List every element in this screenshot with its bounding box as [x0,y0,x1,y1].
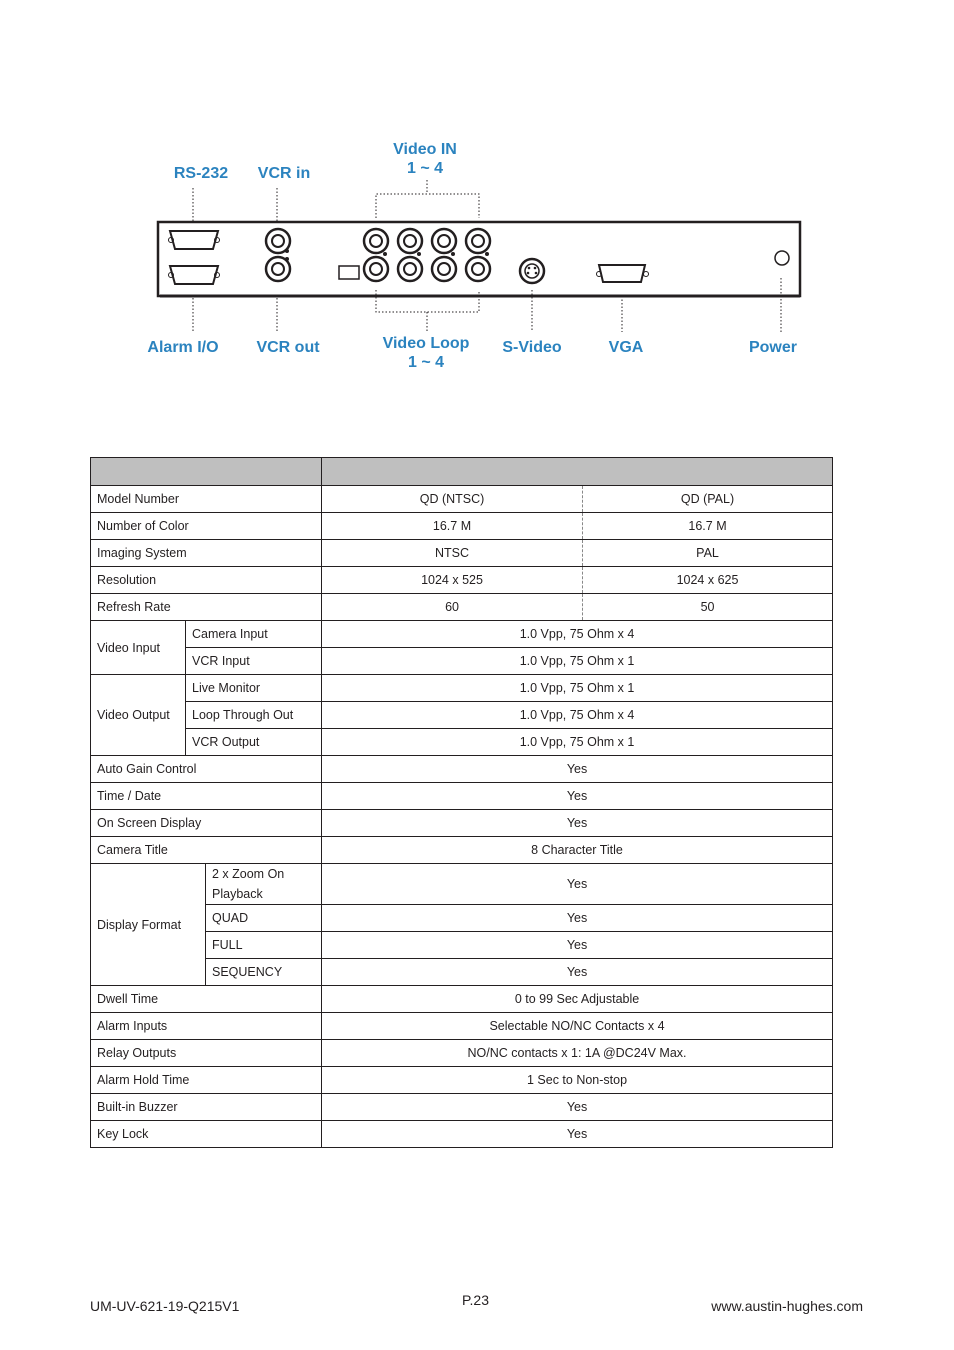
table-row [91,594,833,621]
row-label: Video Output [91,675,186,756]
table-row [91,1067,833,1094]
footer-doc-id: UM-UV-621-19-Q215V1 [90,1298,240,1314]
cell-value: Yes [322,783,833,810]
chassis-outline [158,222,800,296]
row-label: Key Lock [91,1121,322,1148]
label-vcr-in: VCR in [257,165,311,182]
cell-value: 1.0 Vpp, 75 Ohm x 4 [322,621,833,648]
cell-value: Yes [322,756,833,783]
cell-pal: PAL [583,540,833,567]
row-label: Time / Date [91,783,322,810]
cell-ntsc: 16.7 M [322,513,583,540]
spec-table [90,457,833,1148]
table-row [91,810,833,837]
cell-value: 0 to 99 Sec Adjustable [322,986,833,1013]
cell-value: 1.0 Vpp, 75 Ohm x 1 [322,675,833,702]
table-row [91,729,833,756]
cell-value: 1.0 Vpp, 75 Ohm x 1 [322,648,833,675]
row-label: Auto Gain Control [91,756,322,783]
sub-label: Live Monitor [186,675,322,702]
label-vga: VGA [608,339,644,356]
cell-ntsc: NTSC [322,540,583,567]
label-vcr-out: VCR out [256,339,320,356]
cell-pal: 1024 x 625 [583,567,833,594]
label-video-in: Video IN [393,141,457,158]
table-row [91,513,833,540]
row-label: Dwell Time [91,986,322,1013]
table-row [91,675,833,702]
label-power: Power [748,339,797,356]
row-label: Video Input [91,621,186,675]
row-label: Built-in Buzzer [91,1094,322,1121]
sub-label: Camera Input [186,621,322,648]
table-row [91,1121,833,1148]
table-row [91,486,833,513]
table-row [91,1040,833,1067]
table-row [91,648,833,675]
cell-pal: 50 [583,594,833,621]
table-row [91,621,833,648]
footer-website: www.austin-hughes.com [711,1298,863,1314]
label-alarm-io: Alarm I/O [147,339,219,356]
cell-value: NO/NC contacts x 1: 1A @DC24V Max. [322,1040,833,1067]
cell-ntsc: 1024 x 525 [322,567,583,594]
label-video-loop: Video Loop [382,335,470,352]
row-label: Number of Color [91,513,322,540]
table-row [91,1094,833,1121]
cell-value: 1.0 Vpp, 75 Ohm x 1 [322,729,833,756]
row-label: Relay Outputs [91,1040,322,1067]
label-video-in-range: 1 ~ 4 [406,160,444,177]
cell-value: Yes [322,932,833,959]
cell-value: Yes [322,1121,833,1148]
header-cell [322,458,833,486]
cell-value: Yes [322,864,833,905]
cell-value: Yes [322,959,833,986]
sub-label: FULL [206,932,322,959]
cell-value: Selectable NO/NC Contacts x 4 [322,1013,833,1040]
row-label: On Screen Display [91,810,322,837]
row-label: Refresh Rate [91,594,322,621]
row-label: Imaging System [91,540,322,567]
sub-label: VCR Input [186,648,322,675]
cell-value: 1.0 Vpp, 75 Ohm x 4 [322,702,833,729]
label-rs232: RS-232 [173,165,229,182]
table-row [91,540,833,567]
cell-ntsc: 60 [322,594,583,621]
table-row [91,1013,833,1040]
table-row [91,837,833,864]
cell-value: 8 Character Title [322,837,833,864]
footer-page-number: P.23 [462,1292,489,1308]
row-label: Camera Title [91,837,322,864]
label-svideo: S-Video [502,339,562,356]
table-row [91,756,833,783]
sub-label: 2 x Zoom On Playback [206,864,322,905]
row-label: Alarm Hold Time [91,1067,322,1094]
table-row [91,864,833,905]
sub-label: Loop Through Out [186,702,322,729]
cell-pal: 16.7 M [583,513,833,540]
header-cell [91,458,322,486]
cell-value: Yes [322,810,833,837]
row-label: Resolution [91,567,322,594]
cell-ntsc: QD (NTSC) [322,486,583,513]
row-label: Display Format [91,864,206,986]
table-row [91,702,833,729]
cell-value: 1 Sec to Non-stop [322,1067,833,1094]
label-video-loop-range: 1 ~ 4 [407,354,445,371]
sub-label: SEQUENCY [206,959,322,986]
table-header-row [91,458,833,486]
cell-value: Yes [322,905,833,932]
cell-value: Yes [322,1094,833,1121]
cell-pal: QD (PAL) [583,486,833,513]
sub-label: QUAD [206,905,322,932]
row-label: Alarm Inputs [91,1013,322,1040]
sub-label: VCR Output [186,729,322,756]
row-label: Model Number [91,486,322,513]
table-row [91,567,833,594]
table-row [91,986,833,1013]
table-row [91,783,833,810]
